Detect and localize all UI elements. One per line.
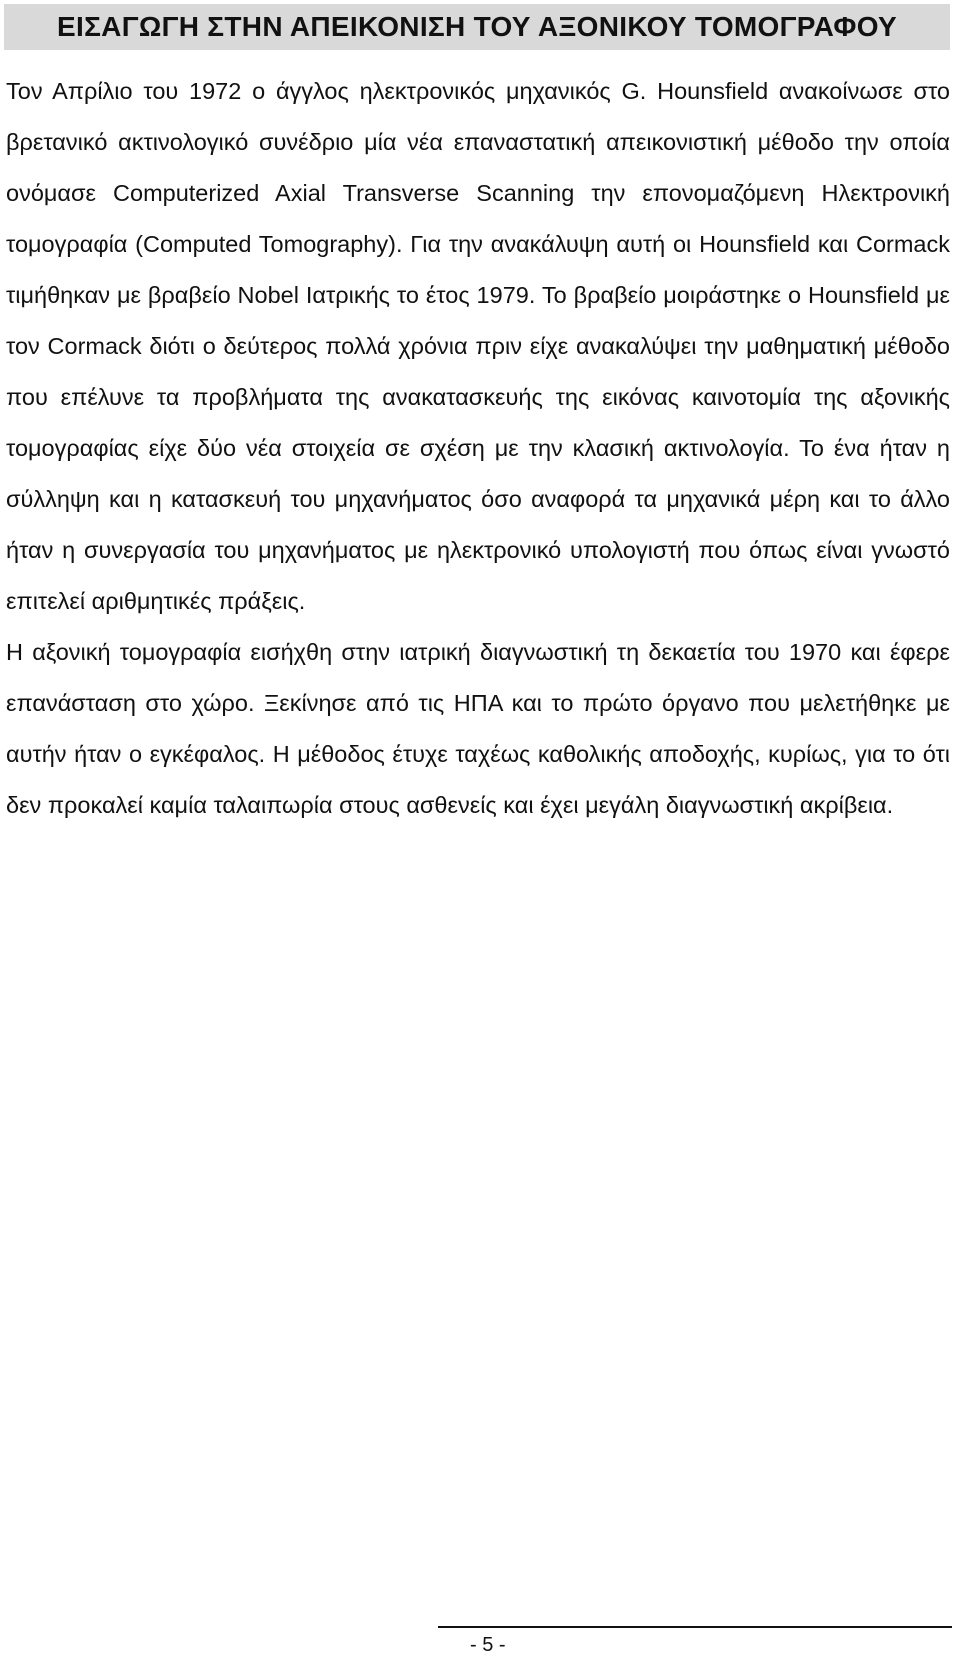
paragraph-2: Η αξονική τομογραφία εισήχθη στην ιατρική διαγνωστική τη δεκαετία του 1970 και έφερε επανάσταση στο χώρο. Ξεκίνησε από τις ΗΠΑ και το πρώτο όργανο που μελετήθηκε με αυτήν ήταν ο εγκέφαλος. Η μέθοδος έτυχε ταχέως καθολικής αποδοχής, κυρίως, για το ότι δεν προκαλεί καμία ταλαιπωρία στους ασθενείς και έχει μεγάλη διαγνωστική ακρίβεια.: [6, 639, 950, 818]
paragraph-1: Τον Απρίλιο του 1972 ο άγγλος ηλεκτρονικός μηχανικός G. Hounsfield ανακοίνωσε στο βρετανικό ακτινολογικό συνέδριο μία νέα επαναστατική απεικονιστική μέθοδο την οποία ονόμασε Computerized Axial Transverse Scanning την επονομαζόμενη Ηλεκτρονική τομογραφία (Computed Tomography). Για την ανακάλυψη αυτή οι Hounsfield και Cormack τιμήθηκαν με βραβείο Nobel Ιατρικής το έτος 1979. Το βραβείο μοιράστηκε ο Hounsfield με τον Cormack διότι ο δεύτερος πολλά χρόνια πριν είχε ανακαλύψει την μαθηματική μέθοδο που επέλυνε τα προβλήματα της ανακατασκευής της εικόνας καινοτομία της αξονικής τομογραφίας είχε δύο νέα στοιχεία σε σχέση με την κλασική ακτινολογία. Το ένα ήταν η σύλληψη και η κατασκευή του μηχανήματος όσο αναφορά τα μηχανικά μέρη και το άλλο ήταν η συνεργασία του μηχανήματος με ηλεκτρονικό υπολογιστή που όπως είναι γνωστό επιτελεί αριθμητικές πράξεις.: [6, 78, 950, 614]
body-text: [6, 66, 950, 831]
footer-divider: [438, 1626, 952, 1628]
document-title: ΕΙΣΑΓΩΓΗ ΣΤΗΝ ΑΠΕΙΚΟΝΙΣΗ ΤΟΥ ΑΞΟΝΙΚΟΥ ΤΟΜΟΓΡΑΦΟΥ: [57, 11, 897, 42]
page-number: - 5 -: [470, 1634, 506, 1656]
title-banner: [4, 4, 950, 50]
